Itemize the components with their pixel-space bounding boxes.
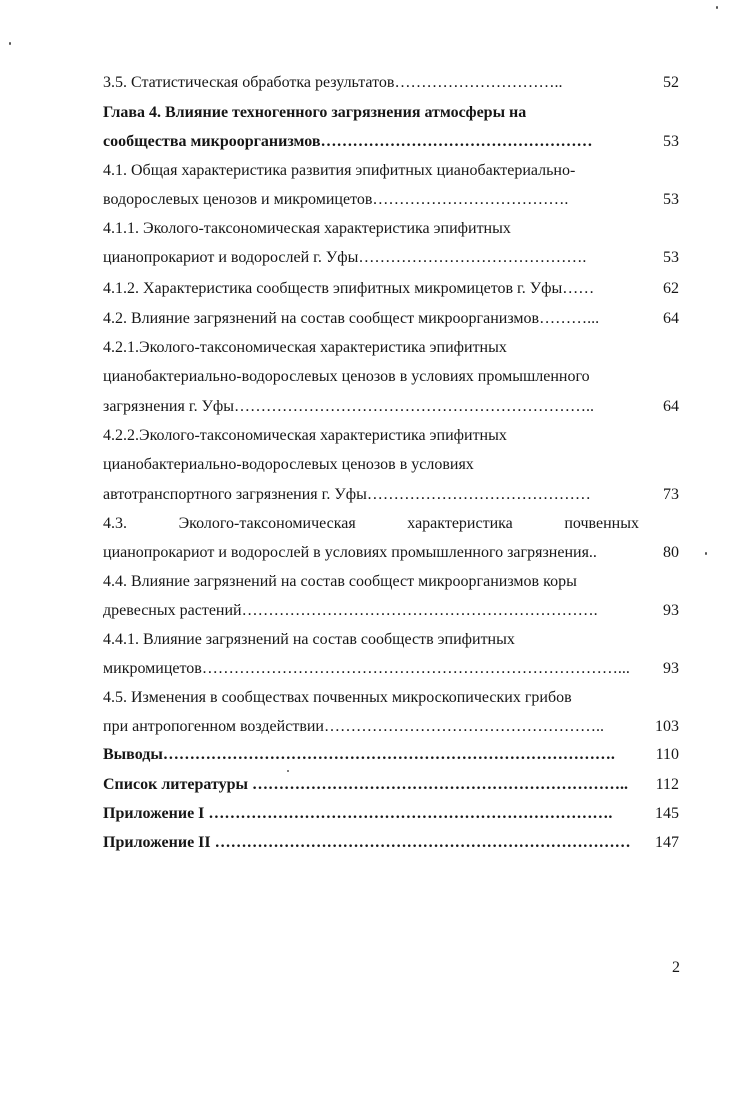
toc-page-number: 64 <box>663 398 679 415</box>
toc-line: 4.1.2. Характеристика сообществ эпифитных микромицетов г. Уфы…… <box>103 280 595 297</box>
toc-line: 4.1. Общая характеристика развития эпифитных цианобактериально- <box>103 162 576 179</box>
toc-line: 4.5. Изменения в сообществах почвенных микроскопических грибов <box>103 689 572 706</box>
toc-page-number: 110 <box>655 746 679 763</box>
toc-page-number: 112 <box>655 776 679 793</box>
scan-speck <box>287 770 289 772</box>
toc-line: водорослевых ценозов и микромицетов………………………………. <box>103 191 569 208</box>
toc-page-number: 103 <box>655 718 679 735</box>
toc-page-number: 53 <box>663 249 679 266</box>
toc-page-number: 73 <box>663 486 679 503</box>
toc-line: 4.4. Влияние загрязнений на состав сообщест микроорганизмов коры <box>103 573 577 590</box>
toc-line: сообщества микроорганизмов…………………………………………… <box>103 133 593 150</box>
toc-line: 4.2.1.Эколого-таксономическая характеристика эпифитных <box>103 339 507 356</box>
page-number: 2 <box>672 959 680 976</box>
toc-line: 4.2. Влияние загрязнений на состав сообщест микроорганизмов………... <box>103 310 600 327</box>
toc-page-number: 52 <box>663 74 679 91</box>
scan-speck <box>705 552 707 555</box>
toc-line: 3.5. Статистическая обработка результатов………………………….. <box>103 74 563 91</box>
toc-line: 4.2.2.Эколого-таксономическая характеристика эпифитных <box>103 427 507 444</box>
toc-line: цианобактериально-водорослевых ценозов в условиях промышленного <box>103 368 590 385</box>
toc-line: Приложение I …………………………………………………………………. <box>103 805 613 822</box>
toc-line: микромицетов……………………………………………………………………... <box>103 660 630 677</box>
toc-page-number: 62 <box>663 280 679 297</box>
toc-page-number: 145 <box>655 805 679 822</box>
toc-page-number: 93 <box>663 660 679 677</box>
scan-speck <box>9 42 11 45</box>
toc-line: 4.1.1. Эколого-таксономическая характеристика эпифитных <box>103 220 511 237</box>
toc-line: 4.3. Эколого-таксономическая характеристика почвенных <box>103 515 639 532</box>
toc-page-number: 53 <box>663 133 679 150</box>
toc-line: цианопрокариот и водорослей в условиях промышленного загрязнения.. <box>103 544 597 561</box>
toc-line: Выводы…………………………………………………………………………. <box>103 746 615 763</box>
toc-line: цианопрокариот и водорослей г. Уфы……………………………………. <box>103 249 587 266</box>
toc-page-number: 147 <box>655 834 679 851</box>
toc-line: 4.4.1. Влияние загрязнений на состав сообществ эпифитных <box>103 631 515 648</box>
toc-page-number: 80 <box>663 544 679 561</box>
toc-line: Глава 4. Влияние техногенного загрязнения атмосферы на <box>103 104 527 121</box>
toc-page-number: 53 <box>663 191 679 208</box>
toc-line: автотранспортного загрязнения г. Уфы…………………………………… <box>103 486 591 503</box>
toc-line: загрязнения г. Уфы………………………………………………………….. <box>103 398 595 415</box>
toc-line: цианобактериально-водорослевых ценозов в условиях <box>103 456 474 473</box>
toc-line: при антропогенном воздействии…………………………………………….. <box>103 718 604 735</box>
toc-line: Приложение II …………………………………………………………………… <box>103 834 631 851</box>
toc-page-number: 64 <box>663 310 679 327</box>
toc-page-number: 93 <box>663 602 679 619</box>
toc-line: древесных растений…………………………………………………………. <box>103 602 598 619</box>
toc-line: Список литературы …………………………………………………………….. <box>103 776 628 793</box>
scan-speck <box>716 6 718 9</box>
